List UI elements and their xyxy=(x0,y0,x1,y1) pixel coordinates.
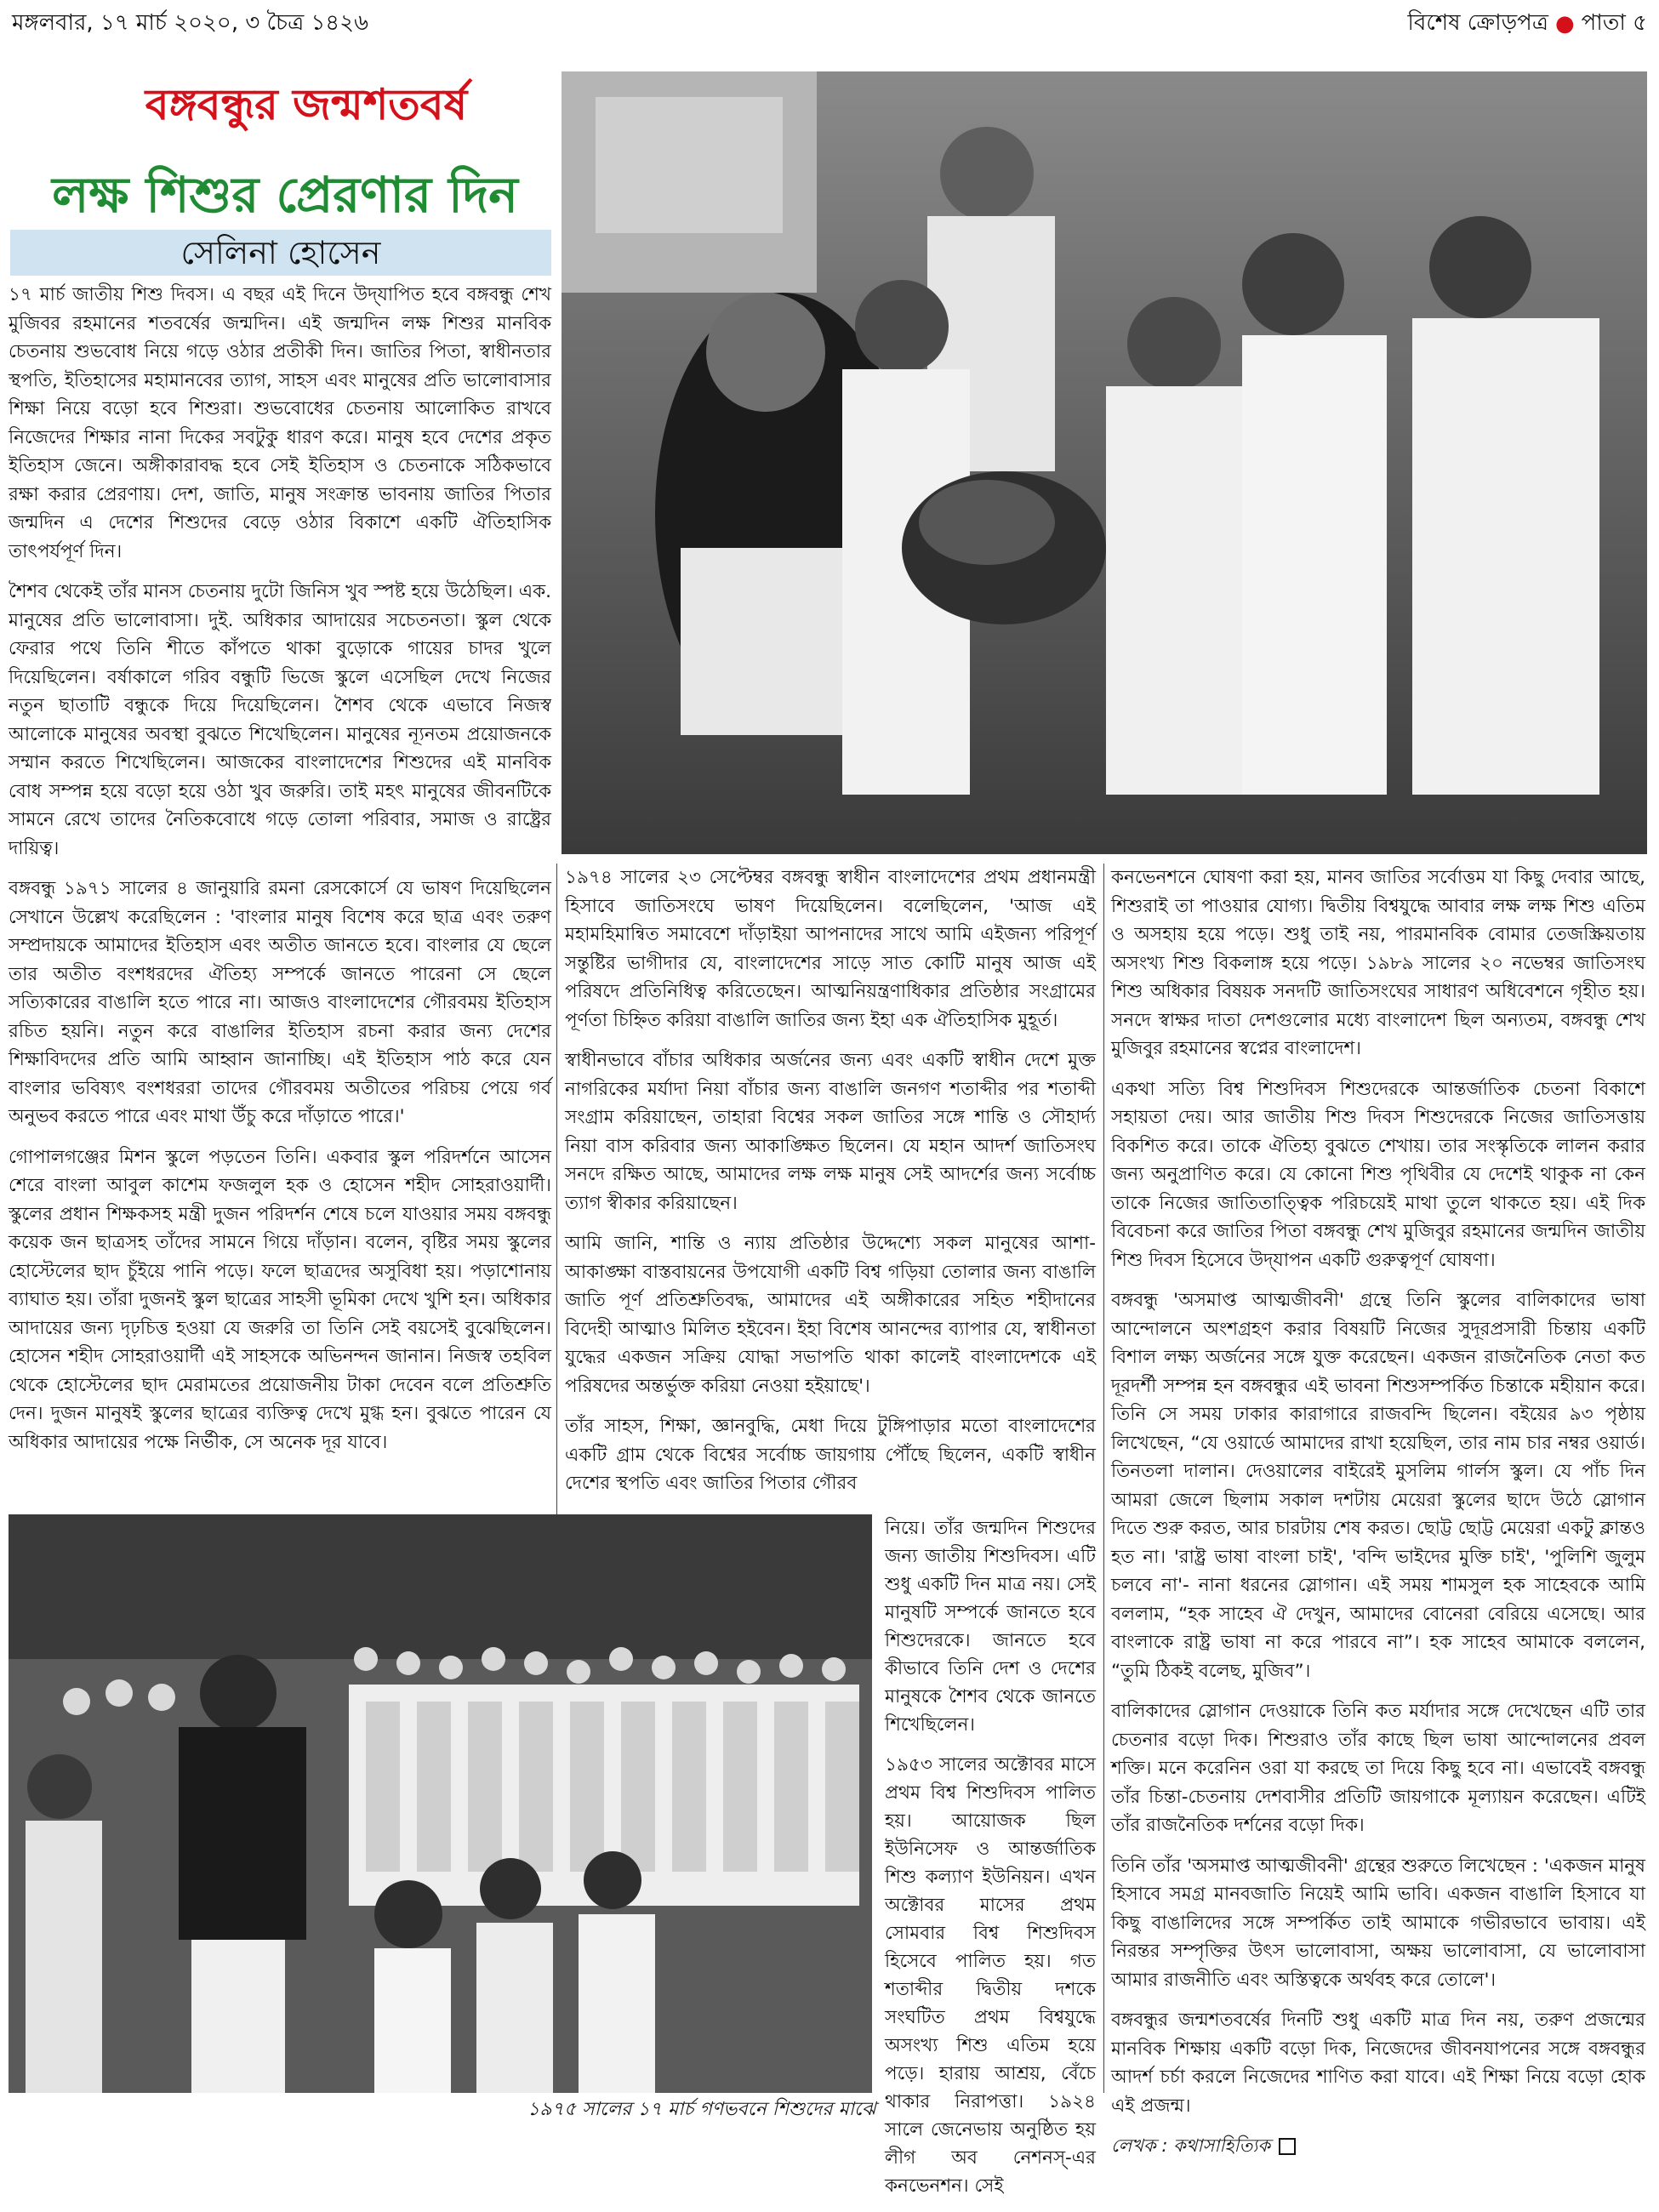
photo-illustration xyxy=(562,71,1647,854)
paragraph: বঙ্গবন্ধু 'অসমাপ্ত আত্মজীবনী' গ্রন্থে তিনি স্কুলের বালিকাদের ভাষা আন্দোলনে অংশগ্রহণ করার বিষয়টি নিজের সুদূরপ্রসারী চিন্তায় একটি বিশাল লক্ষ্য অর্জনের সঙ্গে যুক্ত করেছেন। একজন রাজনৈতিক নেতা কত দূরদর্শী সম্পন্ন হন বঙ্গবন্ধুর এই ভাবনা শিশুসম্পর্কিত চিন্তাকে মহীয়ান করে। তিনি সে সময় ঢাকার কারাগারে রাজবন্দি ছিলেন। বইয়ের ৯৩ পৃষ্ঠায় লিখেছেন, “যে ওয়ার্ডে আমাদের রাখা হয়েছিল, তার নাম চার নম্বর ওয়ার্ড। তিনতলা দালান। দেওয়ালের বাইরেই মুসলিম গার্লস স্কুল। যে পাঁচ দিন আমরা জেলে ছিলাম সকাল দশটায় মেয়েরা স্কুলের ছাদে উঠে স্লোগান দিতে শুরু করত, আর চারটায় শেষ করত। ছোট্ট ছোট্ট মেয়েরা একটু ক্লান্তও হত না। 'রাষ্ট্র ভাষা বাংলা চাই', 'বন্দি ভাইদের মুক্তি চাই', 'পুলিশি জুলুম চলবে না'- নানা ধরনের স্লোগান। এই সময় শামসুল হক সাহেবকে আমি বললাম, “হক সাহেব ঐ দেখুন, আমাদের বোনেরা বেরিয়ে এসেছে। আর বাংলাকে রাষ্ট্র ভাষা না করে পারবে না”। হক সাহেব আমাকে বললেন, “তুমি ঠিকই বলেছ, মুজিব”। xyxy=(1111,1290,1645,1682)
middle-column xyxy=(565,864,1096,1498)
left-column xyxy=(9,281,551,1468)
paragraph: শৈশব থেকেই তাঁর মানস চেতনায় দুটো জিনিস খুব স্পষ্ট হয়ে উঠেছিল। এক. মানুষের প্রতি ভালোবাসা। দুই. অধিকার আদায়ের সচেতনতা। স্কুল থেকে ফেরার পথে তিনি শীতে কাঁপতে থাকা বুড়োকে গায়ের চাদর খুলে দিয়েছিলেন। বর্ষাকালে গরিব বন্ধুটি ভিজে স্কুলে এসেছিল দেখে নিজের নতুন ছাতাটি বন্ধুকে দিয়ে দিয়েছিলেন। শৈশব থেকে এভাবে নিজস্ব আলোকে মানুষের অবস্থা বুঝতে শিখেছিলেন। মানুষের ন্যূনতম প্রয়োজনকে সম্মান করতে শিখেছিলেন। আজকের বাংলাদেশের শিশুদের এই মানবিক বোধ সম্পন্ন হয়ে বড়ো হয়ে ওঠা খুব জরুরি। তাই মহৎ মানুষের জীবনটিকে সামনে রেখে তাদের নৈতিকবোধে গড়ে তোলা পরিবার, সমাজ ও রাষ্ট্রের দায়িত্ব। xyxy=(9,581,551,859)
right-column xyxy=(1111,864,1645,2161)
paragraph: গোপালগঞ্জের মিশন স্কুলে পড়তেন তিনি। একবার স্কুল পরিদর্শনে আসেন শেরে বাংলা আবুল কাশেম ফজলুল হক ও হোসেন শহীদ সোহরাওয়ার্দী। স্কুলের প্রধান শিক্ষকসহ মন্ত্রী দুজন পরিদর্শন শেষে চলে যাওয়ার সময় বঙ্গবন্ধু কয়েক জন ছাত্রসহ তাঁদের সামনে গিয়ে দাঁড়ান। বলেন, বৃষ্টির সময় স্কুলের হোস্টেলের ছাদ চুঁইয়ে পানি পড়ে। ফলে ছাত্রদের অসুবিধা হয়। পড়াশোনায় ব্যাঘাত হয়। তাঁরা দুজনই স্কুল ছাত্রের সাহসী ভূমিকা দেখে খুশি হন। অধিকার আদায়ের জন্য দৃঢ়চিত্ত হওয়া যে জরুরি তা তিনি সেই বয়সেই বুঝেছিলেন। হোসেন শহীদ সোহরাওয়ার্দী এই সাহসকে অভিনন্দন জানান। নিজস্ব তহবিল থেকে হোস্টেলের ছাদ মেরামতের প্রয়োজনীয় টাকা দেবেন বলে প্রতিশ্রুতি দেন। দুজন মানুষই স্কুলের ছাত্রের ব্যক্তিত্ব দেখে মুগ্ধ হন। বুঝতে পারেন যে অধিকার আদায়ের পক্ষে নির্ভীক, সে অনেক দূর যাবে। xyxy=(9,1146,551,1453)
author-byline: সেলিনা হোসেন xyxy=(10,230,551,276)
page-title: লক্ষ শিশুর প্রেরণার দিন xyxy=(52,166,518,224)
narrow-column xyxy=(885,1514,1096,2212)
photo-caption: ১৯৭৫ সালের ১৭ মার্চ গণভবনে শিশুদের মাঝে xyxy=(527,2099,876,2120)
kicker-title: বঙ্গবন্ধুর জন্মশতবর্ষ xyxy=(145,80,468,129)
photo-bangabandhu-with-children-1975 xyxy=(9,1514,872,2093)
bullet-dot-icon: ● xyxy=(1554,11,1575,37)
paragraph: বালিকাদের স্লোগান দেওয়াকে তিনি কত মর্যাদার সঙ্গে দেখেছেন এটি তার চেতনার বড়ো দিক। শিশুরাও তাঁর কাছে ছিল ভাষা আন্দোলনের প্রবল শক্তি। মনে করেনিন ওরা যা করছে তা দিয়ে কিছু হবে না। এভাবেই বঙ্গবন্ধু তাঁর চিন্তা-চেতনায় দেশবাসীর প্রতিটি জায়গাকে মূল্যায়ন করেছেন। এটিই তাঁর রাজনৈতিক দর্শনের বড়ো দিক। xyxy=(1111,1701,1645,1836)
paragraph: আমি জানি, শান্তি ও ন্যায় প্রতিষ্ঠার উদ্দেশ্যে সকল মানুষের আশা-আকাঙ্ক্ষা বাস্তবায়নের উপযোগী একটি বিশ্ব গড়িয়া তোলার জন্য বাঙালি জাতি পূর্ণ প্রতিশ্রুতিবদ্ধ, আমাদের এই অঙ্গীকারের সহিত শহীদানের বিদেহী আত্মাও মিলিত হইবেন। ইহা বিশেষ আনন্দের ব্যাপার যে, স্বাধীনতা যুদ্ধের একজন সক্রিয় যোদ্ধা সভাপতি থাকা কালেই বাংলাদেশকে এই পরিষদের অন্তর্ভুক্ত করিয়া নেওয়া হইয়াছে'। xyxy=(565,1233,1096,1397)
end-mark-icon xyxy=(1279,2138,1296,2155)
date-line: মঙ্গলবার, ১৭ মার্চ ২০২০, ৩ চৈত্র ১৪২৬ xyxy=(12,10,368,36)
author-note xyxy=(1111,2132,1645,2161)
column-divider xyxy=(1103,864,1104,2093)
photo-illustration xyxy=(9,1514,872,2093)
page-number: পাতা ৫ xyxy=(1581,10,1647,36)
paragraph: একথা সত্যি বিশ্ব শিশুদিবস শিশুদেরকে আন্তর্জাতিক চেতনা বিকাশে সহায়তা দেয়। আর জাতীয় শিশু দিবস শিশুদেরকে নিজের জাতিসত্তায় বিকশিত করে। তাকে ঐতিহ্য বুঝতে শেখায়। তার সংস্কৃতিকে লালন করার জন্য অনুপ্রাণিত করে। যে কোনো শিশু পৃথিবীর যে দেশেই থাকুক না কেন তাকে নিজের জাতিতাত্ত্বিক পরিচয়েই মাথা তুলে থাকতে হয়। এই দিক বিবেচনা করে জাতির পিতা বঙ্গবন্ধু শেখ মুজিবুর রহমানের জন্মদিন জাতীয় শিশু দিবস হিসেবে উদ্‌যাপন একটি গুরুত্বপূর্ণ ঘোষণা। xyxy=(1111,1078,1645,1271)
paragraph: স্বাধীনভাবে বাঁচার অধিকার অর্জনের জন্য এবং একটি স্বাধীন দেশে মুক্ত নাগরিকের মর্যাদা নিয়া বাঁচার জন্য বাঙালি জনগণ শতাব্দীর পর শতাব্দী সংগ্রাম করিয়াছেন, তাহারা বিশ্বের সকল জাতির সঙ্গে শান্তি ও সৌহার্দ্য নিয়া বাস করিবার জন্য আকাঙ্ক্ষিত ছিলেন। যে মহান আদর্শ জাতিসংঘ সনদে রক্ষিত আছে, আমাদের লক্ষ লক্ষ মানুষ সেই আদর্শের জন্য সর্বোচ্চ ত্যাগ স্বীকার করিয়াছেন। xyxy=(565,1050,1096,1214)
paragraph: ১৯৫৩ সালের অক্টোবর মাসে প্রথম বিশ্ব শিশুদিবস পালিত হয়। আয়োজক ছিল ইউনিসেফ ও আন্তর্জাতিক শিশু কল্যাণ ইউনিয়ন। এখন অক্টোবর মাসের প্রথম সোমবার বিশ্ব শিশুদিবস হিসেবে পালিত হয়। গত শতাব্দীর দ্বিতীয় দশকে সংঘটিত প্রথম বিশ্বযুদ্ধে অসংখ্য শিশু এতিম হয়ে পড়ে। হারায় আশ্রয়, বেঁচে থাকার নিরাপত্তা। ১৯২৪ সালে জেনেভায় অনুষ্ঠিত হয় লীগ অব নেশনস্-এর কনভেনশন। সেই xyxy=(885,1754,1096,2197)
paragraph: বঙ্গবন্ধু ১৯৭১ সালের ৪ জানুয়ারি রমনা রেসকোর্সে যে ভাষণ দিয়েছিলেন সেখানে উল্লেখ করেছিলেন : 'বাংলার মানুষ বিশেষ করে ছাত্র এবং তরুণ সম্প্রদায়কে আমাদের ইতিহাস এবং অতীত জানতে হবে। বাংলার যে ছেলে তার অতীত বংশধরদের ঐতিহ্য সম্পর্কে জানতে পারেনা সে ছেলে সত্যিকারের বাঙালি হতে পারে না। আজও বাংলাদেশের গৌরবময় ইতিহাস রচিত হয়নি। নতুন করে বাঙালির ইতিহাস রচনা করার জন্য দেশের শিক্ষাবিদদের প্রতি আমি আহ্বান জানাচ্ছি। এই ইতিহাস পাঠ করে যেন বাংলার ভবিষ্যৎ বংশধররা তাদের গৌরবময় অতীতের পরিচয় পেয়ে গর্ব অনুভব করতে পারে এবং মাথা উঁচু করে দাঁড়াতে পারে।' xyxy=(9,878,551,1127)
paragraph: তাঁর সাহস, শিক্ষা, জ্ঞানবুদ্ধি, মেধা দিয়ে টুঙ্গিপাড়ার মতো বাংলাদেশের একটি গ্রাম থেকে বিশ্বের সর্বোচ্চ জায়গায় পৌঁছে ছিলেন, একটি স্বাধীন দেশের স্থপতি এবং জাতির পিতার গৌরব xyxy=(565,1416,1096,1494)
author-note-text: লেখক : কথাসাহিত্যিক xyxy=(1111,2135,1271,2156)
page-marker xyxy=(1407,5,1647,43)
section-label: বিশেষ ক্রোড়পত্র xyxy=(1407,10,1548,36)
photo-bangabandhu-with-girls xyxy=(562,71,1647,854)
paragraph: বঙ্গবন্ধুর জন্মশতবর্ষের দিনটি শুধু একটি মাত্র দিন নয়, তরুণ প্রজন্মের মানবিক শিক্ষায় একটি বড়ো দিক, নিজেদের জীবনযাপনের সঙ্গে বঙ্গবন্ধুর আদর্শ চর্চা করলে নিজেদের শাণিত করা যাবে। এই শিক্ষা নিয়ে বড়ো হোক এই প্রজন্ম। xyxy=(1111,2010,1645,2117)
paragraph: তিনি তাঁর 'অসমাপ্ত আত্মজীবনী' গ্রন্থের শুরুতে লিখেছেন : 'একজন মানুষ হিসাবে সমগ্র মানবজাতি নিয়েই আমি ভাবি। একজন বাঙালি হিসাবে যা কিছু বাঙালিদের সঙ্গে সম্পর্কিত তাই আমাকে গভীরভাবে ভাবায়। এই নিরন্তর সম্পৃক্তির উৎস ভালোবাসা, অক্ষয় ভালোবাসা, যে ভালোবাসা আমার রাজনীতি এবং অস্তিত্বকে অর্থবহ করে তোলে'। xyxy=(1111,1855,1645,1991)
paragraph: ১৯৭৪ সালের ২৩ সেপ্টেম্বর বঙ্গবন্ধু স্বাধীন বাংলাদেশের প্রথম প্রধানমন্ত্রী হিসাবে জাতিসংঘে ভাষণ দিয়েছিলেন। বলেছিলেন, 'আজ এই মহামহিমান্বিত সমাবেশে দাঁড়াইয়া আপনাদের সাথে আমি এইজন্য পরিপূর্ণ সন্তুষ্টির ভাগীদার যে, বাংলাদেশের সাড়ে সাত কোটি মানুষ আজ এই পরিষদে প্রতিনিধিত্ব করিতেছেন। আত্মনিয়ন্ত্রণাধিকার প্রতিষ্ঠার সংগ্রামের পূর্ণতা চিহ্নিত করিয়া বাঙালি জাতির জন্য ইহা এক ঐতিহাসিক মুহূর্ত। xyxy=(565,867,1096,1031)
paragraph: কনভেনশনে ঘোষণা করা হয়, মানব জাতির সর্বোত্তম যা কিছু দেবার আছে, শিশুরাই তা পাওয়ার যোগ্য। দ্বিতীয় বিশ্বযুদ্ধে আবার লক্ষ লক্ষ শিশু এতিম ও অসহায় হয়ে পড়ে। শুধু তাই নয়, পারমানবিক বোমার তেজস্ক্রিয়তায় অসংখ্য শিশু বিকলাঙ্গ হয়ে পড়ে। ১৯৮৯ সালের ২০ নভেম্বর জাতিসংঘ শিশু অধিকার বিষয়ক সনদটি জাতিসংঘের সাধারণ অধিবেশনে গৃহীত হয়। সনদে স্বাক্ষর দাতা দেশগুলোর মধ্যে বাংলাদেশ ছিল অন্যতম, বঙ্গবন্ধু শেখ মুজিবুর রহমানের স্বপ্নের বাংলাদেশ। xyxy=(1111,867,1645,1059)
paragraph: ১৭ মার্চ জাতীয় শিশু দিবস। এ বছর এই দিনে উদ্‌যাপিত হবে বঙ্গবন্ধু শেখ মুজিবর রহমানের শতবর্ষের জন্মদিন। এই জন্মদিন লক্ষ শিশুর মানবিক চেতনায় শুভবোধ নিয়ে গড়ে ওঠার প্রতীকী দিন। জাতির পিতা, স্বাধীনতার স্থপতি, ইতিহাসের মহামানবের ত্যাগ, সাহস এবং মানুষের প্রতি ভালোবাসার শিক্ষা নিয়ে বড়ো হবে শিশুরা। শুভবোধের চেতনায় আলোকিত রাখবে নিজেদের শিক্ষার নানা দিকের সবটুকু ধারণ করে। মানুষ হবে দেশের প্রকৃত ইতিহাস জেনে। অঙ্গীকারাবদ্ধ হবে সেই ইতিহাস ও চেতনাকে সঠিকভাবে রক্ষা করার প্রেরণায়। দেশ, জাতি, মানুষ সংক্রান্ত ভাবনায় জাতির পিতার জন্মদিন এ দেশের শিশুদের বেড়ে ওঠার বিকাশে একটি ঐতিহাসিক তাৎপর্যপূর্ণ দিন। xyxy=(9,284,551,562)
paragraph: নিয়ে। তাঁর জন্মদিন শিশুদের জন্য জাতীয় শিশুদিবস। এটি শুধু একটি দিন মাত্র নয়। সেই মানুষটি সম্পর্কে জানতে হবে শিশুদেরকে। জানতে হবে কীভাবে তিনি দেশ ও দেশের মানুষকে শৈশব থেকে জানতে শিখেছিলেন। xyxy=(885,1518,1096,1736)
